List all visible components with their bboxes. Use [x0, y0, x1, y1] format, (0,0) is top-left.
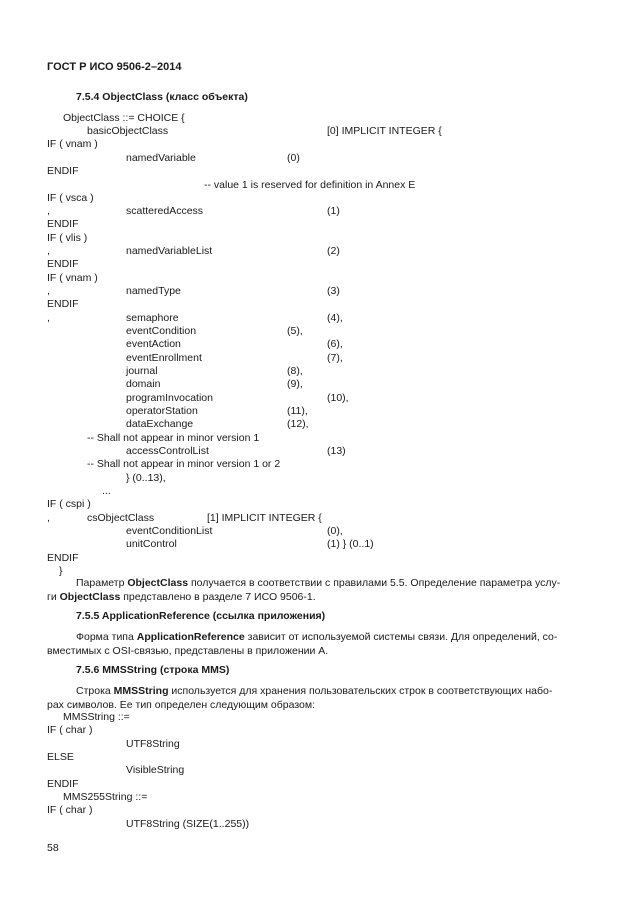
code-line: programInvocation [126, 392, 213, 404]
code-line: (1) } (0..1) [327, 538, 374, 550]
code-line: ObjectClass ::= CHOICE { [63, 112, 185, 124]
text: ги [47, 591, 60, 603]
code-line: UTF8String [126, 738, 180, 750]
standard-designation: ГОСТ Р ИСО 9506-2–2014 [47, 61, 182, 73]
paragraph-applicationreference [47, 630, 584, 658]
code-line: MMS255String ::= [63, 791, 148, 803]
code-line: VisibleString [126, 764, 185, 776]
code-line: eventCondition [126, 325, 197, 337]
code-line: dataExchange [126, 418, 194, 430]
code-line: (7), [327, 352, 343, 364]
code-line: csObjectClass [87, 512, 155, 524]
text: зависит от используемой системы связи. Для определений, со- [244, 631, 558, 643]
code-line: IF ( char ) [47, 724, 93, 736]
code-line: (1) [327, 205, 340, 217]
paragraph-objectclass [47, 576, 584, 604]
code-line: , [47, 312, 50, 324]
code-line: (0) [287, 152, 300, 164]
code-line: ENDIF [47, 298, 79, 310]
text: рах символов. Ее тип определен следующим образом: [47, 699, 316, 711]
code-line: ENDIF [47, 165, 79, 177]
code-line: domain [126, 378, 161, 390]
text: Параметр [76, 577, 128, 589]
term-mmsstring: MMSString [113, 685, 169, 697]
text: Строка [76, 685, 114, 697]
code-line: namedVariableList [126, 245, 213, 257]
code-line: semaphore [126, 312, 179, 324]
code-line: (11), [287, 405, 308, 417]
code-line: IF ( cspi ) [47, 498, 91, 510]
code-line: unitControl [126, 538, 177, 550]
section-heading-7-5-6: 7.5.6 MMSString (строка MMS) [76, 664, 230, 676]
term-objectclass: ObjectClass [59, 591, 121, 603]
code-line: ENDIF [47, 552, 79, 564]
code-line: [0] IMPLICIT INTEGER { [327, 125, 442, 137]
code-line: } (0..13), [126, 472, 166, 484]
code-line: basicObjectClass [87, 125, 169, 137]
code-line: , [47, 512, 50, 524]
code-line: (13) [327, 445, 346, 457]
code-line: (8), [287, 365, 303, 377]
code-line: eventConditionList [126, 525, 213, 537]
text: представлено в разделе 7 ИСО 9506-1. [120, 591, 316, 603]
code-line: (6), [327, 338, 343, 350]
code-line: (9), [287, 378, 303, 390]
code-line: IF ( char ) [47, 804, 93, 816]
code-line: IF ( vsca ) [47, 192, 94, 204]
code-line: [1] IMPLICIT INTEGER { [207, 512, 322, 524]
code-line: -- Shall not appear in minor version 1 or 2 [87, 458, 281, 470]
code-line: MMSString ::= [63, 711, 130, 723]
code-line: accessControlList [126, 445, 209, 457]
code-line: (0), [327, 525, 343, 537]
text: используется для хранения пользовательских строк в соответствующих набо- [168, 685, 553, 697]
code-line: (3) [327, 285, 340, 297]
code-line: ENDIF [47, 778, 79, 790]
term-applicationreference: ApplicationReference [136, 631, 245, 643]
code-line: operatorStation [126, 405, 198, 417]
text: Форма типа [76, 631, 137, 643]
code-line: (2) [327, 245, 340, 257]
code-line: (12), [287, 418, 309, 430]
code-line: ENDIF [47, 218, 79, 230]
code-line: journal [126, 365, 158, 377]
code-line: (5), [287, 325, 303, 337]
code-line: , [47, 245, 50, 257]
code-line: , [47, 205, 50, 217]
code-line: IF ( vlis ) [47, 232, 88, 244]
section-heading-7-5-5: 7.5.5 ApplicationReference (ссылка приложения) [76, 610, 326, 622]
term-objectclass: ObjectClass [127, 577, 189, 589]
code-line: IF ( vnam ) [47, 272, 98, 284]
code-line: namedVariable [126, 152, 196, 164]
code-line: (10), [327, 392, 349, 404]
code-line: IF ( vnam ) [47, 138, 98, 150]
code-line: ENDIF [47, 258, 79, 270]
code-line: namedType [126, 285, 181, 297]
code-line: eventAction [126, 338, 181, 350]
text: вместимых с OSI-связью, представлены в приложении А. [47, 645, 329, 657]
code-line: } [59, 565, 63, 577]
code-line: eventEnrollment [126, 352, 202, 364]
code-line: -- Shall not appear in minor version 1 [87, 432, 260, 444]
code-line: ELSE [47, 751, 74, 763]
code-line: scatteredAccess [126, 205, 204, 217]
section-heading-7-5-4: 7.5.4 ObjectClass (класс объекта) [76, 91, 248, 103]
code-line: UTF8String (SIZE(1..255)) [126, 818, 250, 830]
code-line: , [47, 285, 50, 297]
code-line: ... [102, 485, 111, 497]
text: получается в соответствии с правилами 5.5. Определение параметра услу- [188, 577, 561, 589]
paragraph-mmsstring [47, 684, 584, 712]
code-line: (4), [327, 312, 343, 324]
page-number: 58 [47, 842, 59, 854]
code-line: -- value 1 is reserved for definition in Annex E [204, 179, 416, 191]
